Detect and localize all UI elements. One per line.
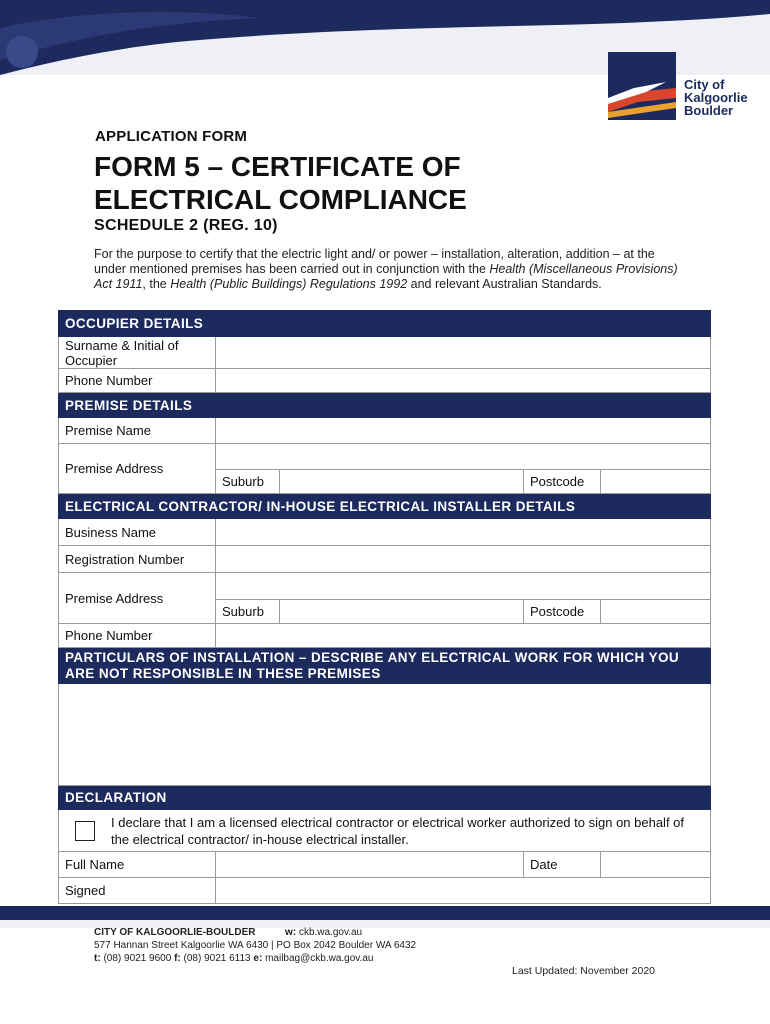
particulars-section-heading: PARTICULARS OF INSTALLATION – DESCRIBE ANY ELECTRICAL WORK FOR WHICH YOU ARE NOT RESPONSIBLE IN THESE PREMISES: [59, 648, 711, 684]
last-updated: Last Updated: November 2020: [512, 965, 656, 977]
signed-label: Signed: [59, 878, 216, 904]
premise-name-label: Premise Name: [59, 418, 216, 444]
business-name-field[interactable]: [216, 519, 711, 546]
registration-number-label: Registration Number: [59, 546, 216, 573]
form-type-label: APPLICATION FORM: [95, 128, 248, 145]
contractor-postcode-field[interactable]: [601, 600, 711, 624]
contractor-address-field[interactable]: [216, 573, 711, 600]
premise-address-field[interactable]: [216, 444, 711, 470]
contractor-postcode-label: Postcode: [524, 600, 601, 624]
particulars-field[interactable]: [59, 684, 711, 786]
logo-emblem-icon: [606, 52, 678, 120]
premise-section-heading: PREMISE DETAILS: [59, 393, 711, 418]
premise-suburb-label: Suburb: [216, 470, 280, 494]
contractor-section-heading: ELECTRICAL CONTRACTOR/ IN-HOUSE ELECTRICAL INSTALLER DETAILS: [59, 494, 711, 519]
registration-number-field[interactable]: [216, 546, 711, 573]
date-label: Date: [524, 852, 601, 878]
footer-email-link[interactable]: mailbag@ckb.wa.gov.au: [265, 953, 374, 964]
footer-address: 577 Hannan Street Kalgoorlie WA 6430 | PO Box 2042 Boulder WA 6432: [94, 940, 417, 951]
intro-paragraph: For the purpose to certify that the electric light and/ or power – installation, alteration, addition – at the under mentioned premises has been carried out in conjunction with the Health (Miscellaneous Provisions) Act 1911, the Health (Public Buildings) Regulations 1992 and relevant Australian Standards.: [94, 247, 678, 291]
full-name-label: Full Name: [59, 852, 216, 878]
footer-fax: (08) 9021 6113: [183, 953, 251, 964]
premise-postcode-label: Postcode: [524, 470, 601, 494]
date-field[interactable]: [601, 852, 711, 878]
premise-postcode-field[interactable]: [601, 470, 711, 494]
logo-text: City of Kalgoorlie Boulder: [684, 77, 748, 118]
contractor-phone-label: Phone Number: [59, 624, 216, 648]
premise-suburb-field[interactable]: [280, 470, 524, 494]
contractor-suburb-field[interactable]: [280, 600, 524, 624]
occupier-phone-field[interactable]: [216, 369, 711, 393]
city-logo: [606, 52, 766, 122]
footer-website-link[interactable]: ckb.wa.gov.au: [298, 927, 363, 938]
surname-label: Surname & Initial of Occupier: [59, 337, 216, 369]
page-title: FORM 5 – CERTIFICATE OF ELECTRICAL COMPLIANCE: [94, 151, 467, 215]
schedule-subtitle: SCHEDULE 2 (REG. 10): [94, 217, 278, 234]
signature-field[interactable]: [216, 878, 711, 904]
contractor-address-label: Premise Address: [59, 573, 216, 624]
footer-org: CITY OF KALGOORLIE-BOULDER: [94, 927, 256, 938]
declaration-checkbox[interactable]: [75, 821, 95, 841]
declaration-row: [59, 810, 711, 852]
business-name-label: Business Name: [59, 519, 216, 546]
occupier-phone-label: Phone Number: [59, 369, 216, 393]
full-name-field[interactable]: [216, 852, 524, 878]
declaration-section-heading: DECLARATION: [59, 786, 711, 810]
premise-name-field[interactable]: [216, 418, 711, 444]
declaration-text: I declare that I am a licensed electrical contractor or electrical worker authorized to sign on behalf of the electrical contractor/ in-house electrical installer.: [111, 814, 685, 847]
premise-address-label: Premise Address: [59, 444, 216, 494]
contractor-phone-field[interactable]: [216, 624, 711, 648]
footer-decoration: [0, 906, 770, 928]
contractor-suburb-label: Suburb: [216, 600, 280, 624]
application-form: [58, 310, 710, 904]
footer-contact: CITY OF KALGOORLIE-BOULDER w: ckb.wa.gov.au 577 Hannan Street Kalgoorlie WA 6430 | PO Box 2042 Boulder WA 6432 t: (08) 9021 9600 f: (08) 9021 6113 e: mailbag@ckb.wa.gov.au: [94, 927, 417, 964]
footer-phone: (08) 9021 9600: [103, 953, 172, 964]
surname-field[interactable]: [216, 337, 711, 369]
occupier-section-heading: OCCUPIER DETAILS: [59, 311, 711, 337]
